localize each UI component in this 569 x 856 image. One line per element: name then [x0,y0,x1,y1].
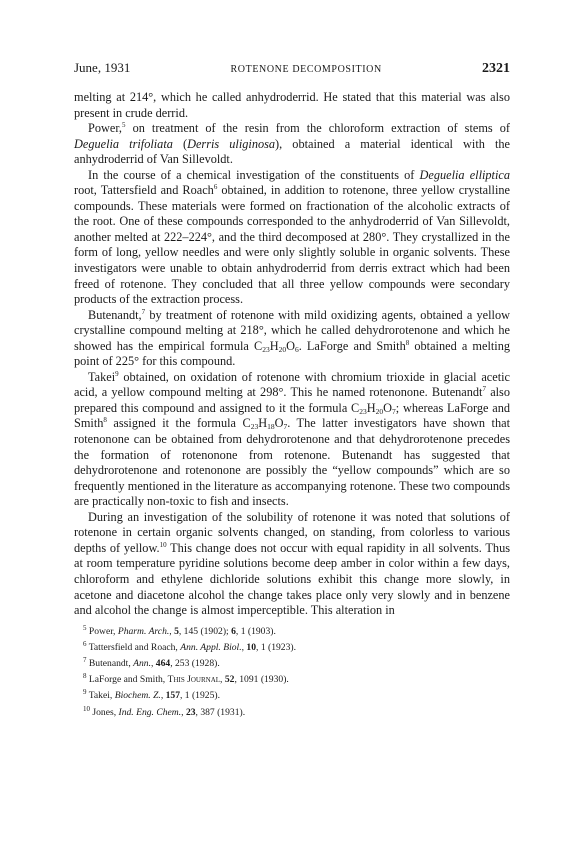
footnote-5: $^5$ Power, Pharm. Arch., 5, 145 (1902); 6, 1 (1903). [83,623,276,637]
footnote-9: $^9$ Takei, Biochem. Z., 157, 1 (1925). [83,688,220,702]
paragraph-5: Takei$^9$ obtained, on oxidation of rotenone with chromium trioxide in glacial acetic acid, a yellow compound melting at 298°. This he named rotenonone. Butenandt$^7$ also prepared this compound and assigned to it the formula $C_{23}H_{20}O_7$; whereas LaForge and Smith$^8$ assigned it the formula $C_{23}H_{18}O_7$. The latter investigators have shown that rotenonone can be obtained from dehydrorotenone and that dehydrorotenone precedes the formation of rotenonone from rotenone. Butenandt has suggested that dehydrorotenone and rotenonone are possibly the “yellow compounds” which are so frequently mentioned in the literature as accompanying rotenone. These two compounds are practically non-toxic to fish and insects. [74,369,510,509]
paragraph-1: melting at 214°, which he called anhydroderrid. He stated that this material was also present in crude derrid. [74,90,510,120]
footnotes [74,622,510,719]
footnote-10: $^{10}$ Jones, Ind. Eng. Chem., 23, 387 (1931). [83,704,246,718]
header-date: June, 1931 [74,60,131,75]
paragraph-4: Butenandt,$^7$ by treatment of rotenone with mild oxidizing agents, obtained a yellow crystalline compound melting at 218°, which he called dehydrorotenone and which he showed has the empirical formula $C_{23}H_{20}O_6$. LaForge and Smith$^8$ obtained a melting point of 225° for this compound. [74,307,511,369]
footnote-6: $^6$ Tattersfield and Roach, Ann. Appl. Biol., 10, 1 (1923). [83,639,296,653]
running-title: ROTENONE DECOMPOSITION [230,64,382,75]
footnote-7: $^7$ Butenandt, Ann., 464, 253 (1928). [83,655,220,670]
page-number: 2321 [481,61,510,76]
paragraph-3: In the course of a chemical investigation of the constituents of Deguelia elliptica root, Tattersfield and Roach$^6$ obtained, in addition to rotenone, three yellow crystalline compounds. These materials were formed on fractionation of the alcoholic extracts of the root. One of these compounds corresponded to the anhydroderrid of Van Sillevoldt, another melted at 222–224°, and the third decomposed at 280°. They crystallized in the form of long, yellow needles and were only slightly soluble in organic solvents. These investigators were unable to obtain anhydroderrid from derris extract which had been freed of rotenone. They concluded that all three yellow compounds were secondary products of the extraction process. [74,167,510,307]
paragraph-2: Power,$^5$ on treatment of the resin from the chloroform extraction of stems of Deguelia trifoliata (Derris uliginosa), obtained a material identical with the anhydroderrid of Van Sillevoldt. [74,121,510,167]
page-header [74,60,510,82]
footnote-8: $^8$ LaForge and Smith, This Journal, 52, 1091 (1930). [83,672,289,686]
journal-page [74,60,510,719]
paragraph-6: During an investigation of the solubility of rotenone it was noted that solutions of rotenone in certain organic solvents changed, on standing, from colorless to various depths of yellow.$^{10}$ This change does not occur with equal rapidity in all solvents. Thus at room temperature pyridine solutions become deep amber in color within a few days, chloroform and ethylene dichloride solutions exhibit this change more slowly, in acetone and diacetone alcohol the change takes place only very slowly and in benzene and alcohol the change is almost imperceptible. This alteration in [74,509,510,618]
